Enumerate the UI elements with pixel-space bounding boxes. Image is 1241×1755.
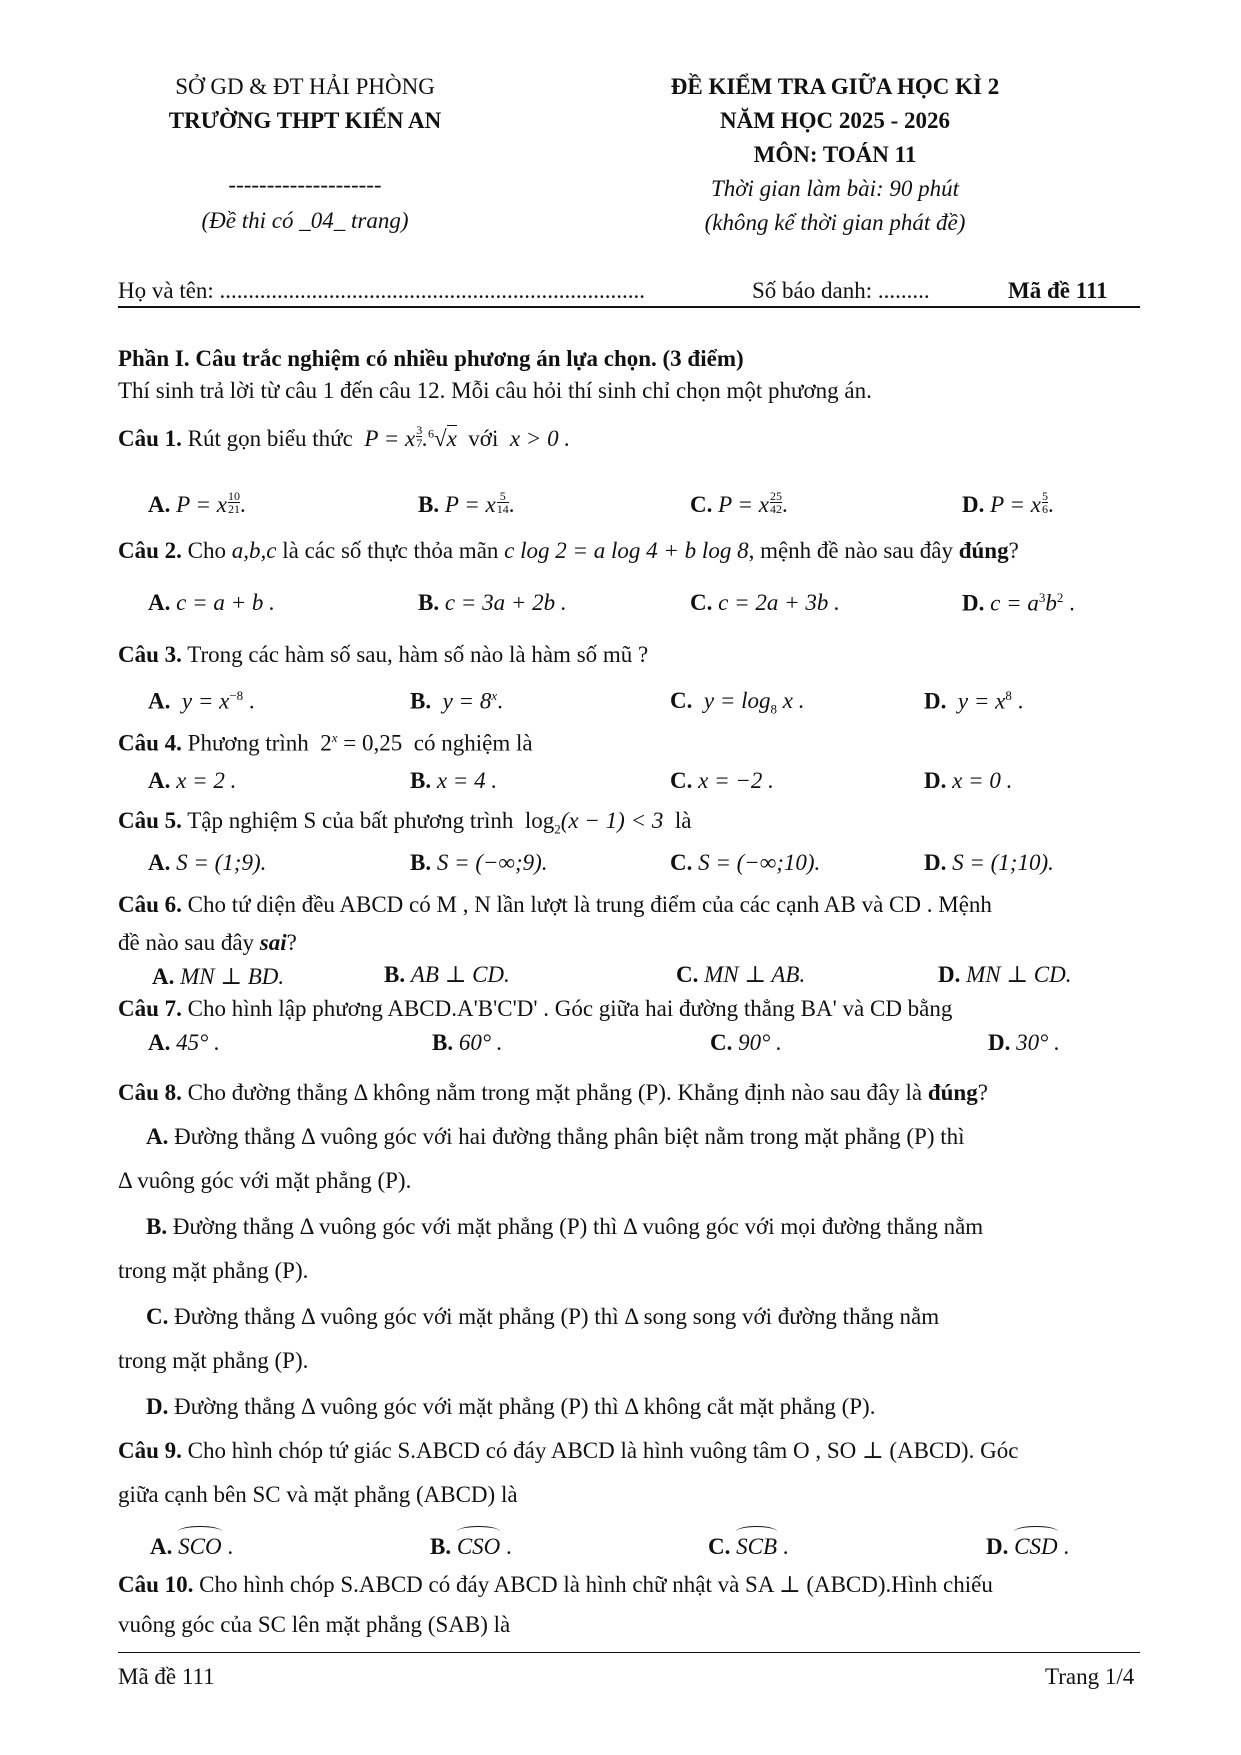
header-dashes: -------------------- [228, 172, 382, 197]
q3-option-b[interactable]: B. $y = 8^x$. [410, 688, 503, 714]
q8-option-c-cont: trong mặt phẳng (P). [118, 1348, 309, 1373]
footer-page: Trang 1/4 [1045, 1664, 1135, 1689]
q5-option-c[interactable]: C. S = (−∞;10). [670, 850, 821, 875]
q6-option-d[interactable]: D. MN ⊥ CD. [938, 962, 1072, 987]
footer-rule [118, 1652, 1140, 1653]
exponent-fraction: $\frac{3}{7}$ [416, 423, 423, 450]
question-1: Câu 1. Rút gọn biểu thức P = x $\frac{3}{7}$ .$^6$√x với x > 0 . [118, 423, 571, 451]
q8-option-a-cont: Δ vuông góc với mặt phẳng (P). [118, 1168, 412, 1193]
q1-option-c[interactable]: C. P = x $\frac{25}{42}$ . [690, 489, 788, 517]
q6-option-c[interactable]: C. MN ⊥ AB. [676, 962, 806, 987]
q8-option-d[interactable]: D. Đường thẳng Δ vuông góc với mặt phẳng (P) thì Δ không cắt mặt phẳng (P). [146, 1394, 876, 1419]
question-6-cont: đề nào sau đây sai? [118, 930, 297, 955]
q1-option-b[interactable]: B. P = x $\frac{5}{14}$ . [418, 489, 515, 517]
q1-option-d[interactable]: D. P = x $\frac{5}{6}$ . [962, 489, 1054, 517]
q7-option-d[interactable]: D. 30° . [988, 1030, 1060, 1055]
angle-arc: SCB [736, 1528, 777, 1560]
question-8: Câu 8. Cho đường thẳng Δ không nằm trong mặt phẳng (P). Khẳng định nào sau đây là đúng? [118, 1080, 988, 1105]
q6-option-b[interactable]: B. AB ⊥ CD. [384, 962, 510, 987]
question-9: Câu 9. Cho hình chóp tứ giác S.ABCD có đáy ABCD là hình vuông tâm O , SO ⊥ (ABCD). Góc [118, 1438, 1019, 1463]
pages-note: (Đề thi có _04_ trang) [201, 208, 409, 233]
question-7: Câu 7. Cho hình lập phương ABCD.A'B'C'D' . Góc giữa hai đường thẳng BA' và CD bằng [118, 996, 953, 1021]
q7-option-a[interactable]: A. 45° . [148, 1030, 220, 1055]
q2-option-b[interactable]: B. c = 3a + 2b . [418, 590, 567, 615]
q9-option-c[interactable]: C. SCB . [708, 1528, 789, 1560]
exam-code: Mã đề 111 [1008, 278, 1108, 303]
footer-code: Mã đề 111 [118, 1664, 215, 1689]
q8-option-a[interactable]: A. Đường thẳng Δ vuông góc với hai đường thẳng phân biệt nằm trong mặt phẳng (P) thì [146, 1124, 965, 1149]
part1-title: Phần I. Câu trắc nghiệm có nhiều phương án lựa chọn. (3 điểm) [118, 346, 744, 371]
q4-option-a[interactable]: A. x = 2 . [148, 768, 237, 793]
q7-option-b[interactable]: B. 60° . [432, 1030, 503, 1055]
sbd-field: Số báo danh: ......... [752, 278, 930, 303]
question-6: Câu 6. Cho tứ diện đều ABCD có M , N lần lượt là trung điểm của các cạnh AB và CD . Mệnh [118, 892, 992, 917]
q4-option-b[interactable]: B. x = 4 . [410, 768, 498, 793]
q4-option-c[interactable]: C. x = −2 . [670, 768, 774, 793]
q3-option-a[interactable]: A. $y = x^{-8}$ . [148, 688, 255, 714]
q1-option-a[interactable]: A. P = x $\frac{10}{21}$ . [148, 489, 246, 517]
exam-time-note: (không kể thời gian phát đề) [704, 210, 966, 235]
q9-option-b[interactable]: B. CSO . [430, 1528, 512, 1560]
q7-option-c[interactable]: C. 90° . [710, 1030, 782, 1055]
q8-option-c[interactable]: C. Đường thẳng Δ vuông góc với mặt phẳng (P) thì Δ song song với đường thẳng nằm [146, 1304, 940, 1329]
exam-time: Thời gian làm bài: 90 phút [710, 176, 960, 201]
q5-option-a[interactable]: A. S = (1;9). [148, 850, 267, 875]
q2-option-c[interactable]: C. c = 2a + 3b . [690, 590, 840, 615]
subject: MÔN: TOÁN 11 [753, 142, 917, 167]
q3-option-d[interactable]: D. $y = x^8$ . [924, 688, 1024, 714]
question-label: Câu 1. [118, 426, 182, 451]
q5-option-b[interactable]: B. S = (−∞;9). [410, 850, 548, 875]
q6-option-a[interactable]: A. MN ⊥ BD. [152, 964, 285, 989]
q2-option-a[interactable]: A. c = a + b . [148, 590, 275, 615]
q4-option-d[interactable]: D. x = 0 . [924, 768, 1013, 793]
q5-option-d[interactable]: D. S = (1;10). [924, 850, 1054, 875]
school-name: TRƯỜNG THPT KIẾN AN [168, 108, 442, 133]
root-index: 6 [427, 426, 434, 441]
angle-arc: SCO [178, 1528, 221, 1560]
school-year: NĂM HỌC 2025 - 2026 [720, 108, 950, 133]
q2-option-d[interactable]: D. $c = a^3b^2$ . [962, 590, 1075, 616]
question-2: Câu 2. Cho a,b,c là các số thực thỏa mãn c log 2 = a log 4 + b log 8, mệnh đề nào sau đây đúng? [118, 538, 1019, 563]
part1-instruction: Thí sinh trả lời từ câu 1 đến câu 12. Mỗi câu hỏi thí sinh chỉ chọn một phương án. [118, 378, 872, 403]
question-3: Câu 3. Trong các hàm số sau, hàm số nào là hàm số mũ ? [118, 642, 649, 667]
question-text: Rút gọn biểu thức [187, 426, 353, 451]
angle-arc: CSD [1014, 1528, 1057, 1560]
question-5: Câu 5. Tập nghiệm S của bất phương trình $\log_2(x - 1) < 3$ là [118, 808, 692, 837]
header-rule [118, 306, 1140, 308]
q9-option-a[interactable]: A. SCO . [150, 1528, 233, 1560]
q8-option-b-cont: trong mặt phẳng (P). [118, 1258, 309, 1283]
name-field: Họ và tên: .......................................................................... [118, 278, 646, 303]
question-10: Câu 10. Cho hình chóp S.ABCD có đáy ABCD là hình chữ nhật và SA ⊥ (ABCD).Hình chiếu [118, 1572, 993, 1597]
question-4: Câu 4. Phương trình $2^x = 0,25$ có nghiệm là [118, 730, 533, 756]
angle-arc: CSO [457, 1528, 500, 1560]
question-9-cont: giữa cạnh bên SC và mặt phẳng (ABCD) là [118, 1482, 518, 1507]
q9-option-d[interactable]: D. CSD . [986, 1528, 1069, 1560]
dept-name: SỞ GD & ĐT HẢI PHÒNG [175, 74, 435, 99]
q3-option-c[interactable]: C. $y = \log_8 x$ . [670, 688, 805, 717]
exam-title: ĐỀ KIỂM TRA GIỮA HỌC KÌ 2 [670, 74, 1000, 99]
question-10-cont: vuông góc của SC lên mặt phẳng (SAB) là [118, 1612, 511, 1637]
q8-option-b[interactable]: B. Đường thẳng Δ vuông góc với mặt phẳng (P) thì Δ vuông góc với mọi đường thẳng nằm [146, 1214, 984, 1239]
